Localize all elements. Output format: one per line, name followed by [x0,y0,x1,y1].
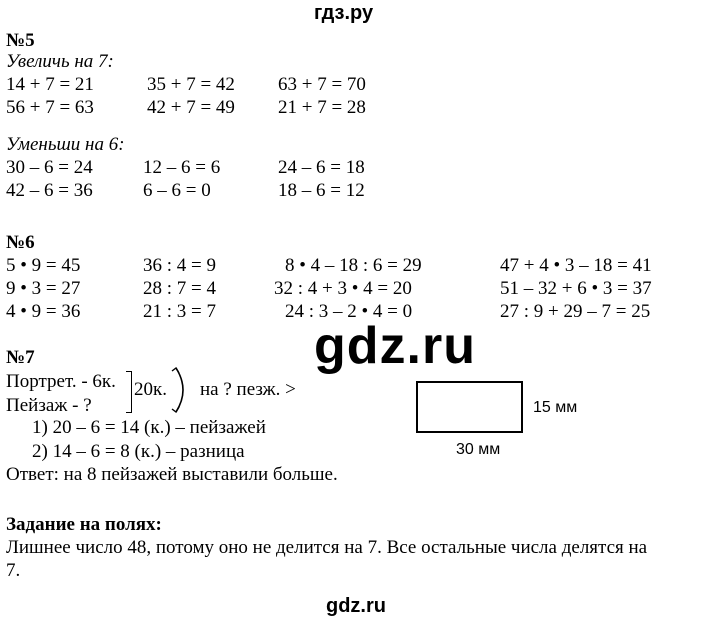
equation: 63 + 7 = 70 [278,74,366,95]
task5-increase-label: Увеличь на 7: [6,51,114,72]
equation: 21 + 7 = 28 [278,97,366,118]
equation: 18 – 6 = 12 [278,180,365,201]
equation: 47 + 4 • 3 – 18 = 41 [500,255,652,276]
rectangle-width-label: 30 мм [456,441,501,458]
comparison-arc-icon [170,364,192,416]
equation: 4 • 9 = 36 [6,301,81,322]
equation: 42 – 6 = 36 [6,180,93,201]
equation: 56 + 7 = 63 [6,97,94,118]
equation: 42 + 7 = 49 [147,97,235,118]
equation: 12 – 6 = 6 [143,157,221,178]
equation: 5 • 9 = 45 [6,255,81,276]
equation: 30 – 6 = 24 [6,157,93,178]
task6-title: №6 [6,232,35,253]
site-header: гдз.ру [314,2,374,24]
equation: 27 : 9 + 29 – 7 = 25 [500,301,651,322]
brace-total: 20к. [134,379,167,400]
solution-step: 2) 14 – 6 = 8 (к.) – разница [32,441,245,462]
margin-task-text: 7. [6,560,21,581]
solution-step: 1) 20 – 6 = 14 (к.) – пейзажей [32,417,266,438]
answer-line: Ответ: на 8 пейзажей выставили больше. [6,464,338,485]
equation: 21 : 3 = 7 [143,301,216,322]
equation: 36 : 4 = 9 [143,255,216,276]
equation: 9 • 3 = 27 [6,278,81,299]
grouping-bracket [126,371,132,413]
margin-task-title: Задание на полях: [6,514,162,535]
equation: 24 – 6 = 18 [278,157,365,178]
equation: 8 • 4 – 18 : 6 = 29 [285,255,422,276]
question-text: на ? пезж. > [200,379,296,400]
margin-task-text: Лишнее число 48, потому оно не делится на 7. Все остальные числа делятся на [6,537,648,558]
condition-line: Портрет. - 6к. [6,371,116,392]
equation: 32 : 4 + 3 • 4 = 20 [274,278,412,299]
task7-title: №7 [6,347,35,368]
task5-title: №5 [6,30,35,51]
condition-line: Пейзаж - ? [6,395,92,416]
equation: 24 : 3 – 2 • 4 = 0 [285,301,413,322]
equation: 28 : 7 = 4 [143,278,216,299]
equation: 14 + 7 = 21 [6,74,94,95]
rectangle-height-label: 15 мм [533,399,578,416]
task5-decrease-label: Уменьши на 6: [6,134,125,155]
equation: 51 – 32 + 6 • 3 = 37 [500,278,652,299]
equation: 6 – 6 = 0 [143,180,211,201]
rectangle-drawing [416,381,523,433]
watermark: gdz.ru [314,317,476,375]
equation: 35 + 7 = 42 [147,74,235,95]
site-footer: gdz.ru [326,595,386,617]
